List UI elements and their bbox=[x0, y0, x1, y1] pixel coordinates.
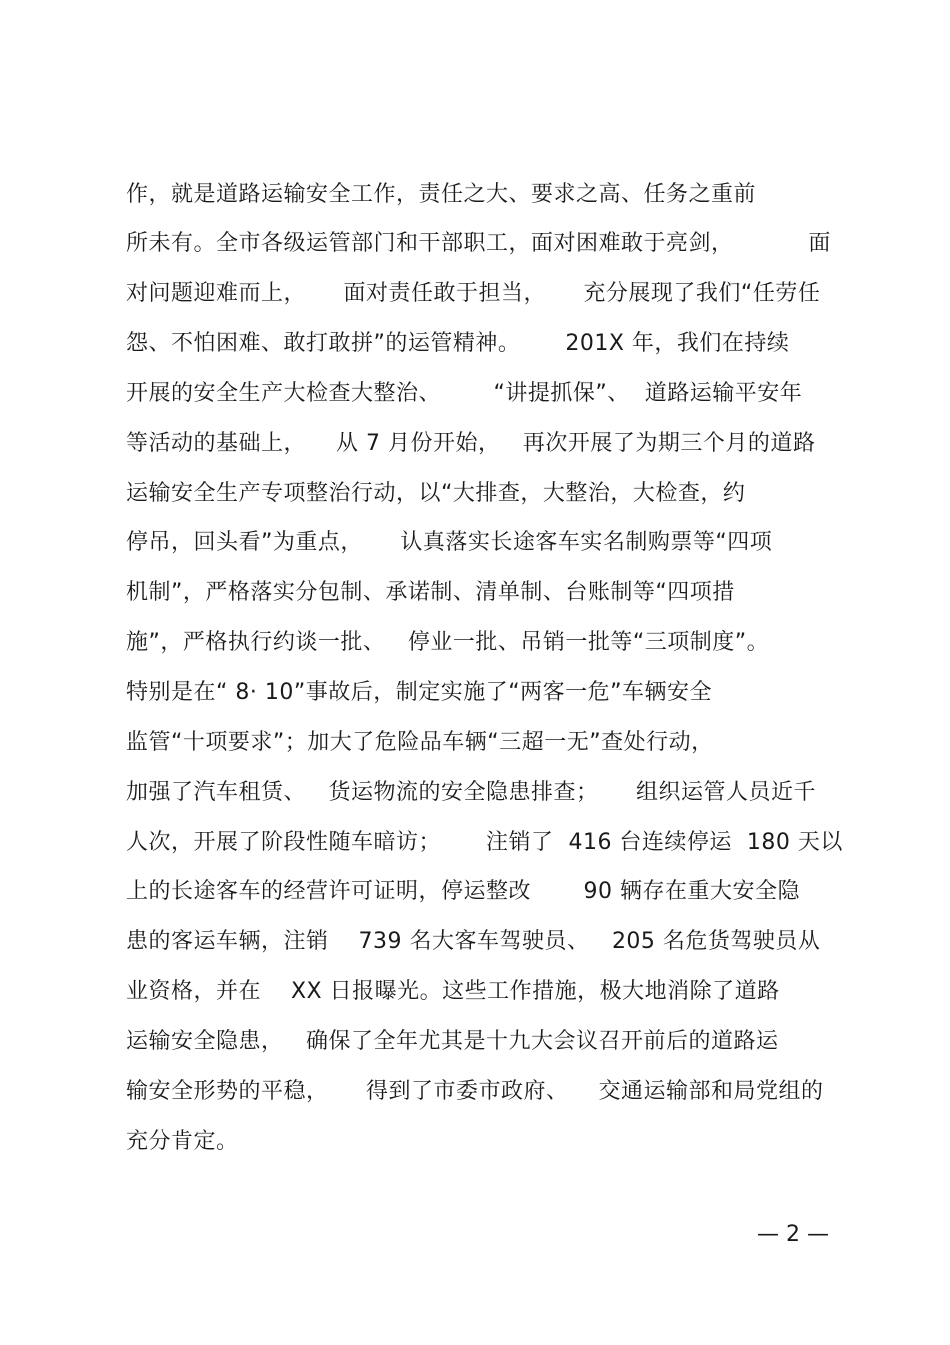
body-line: 输安全形势的平稳， 得到了市委市政府、 交通运输部和局党组的 bbox=[126, 1079, 824, 1104]
body-line: 上的长途客车的经营许可证明，停运整改 90 辆存在重大安全隐 bbox=[126, 879, 800, 904]
body-line: 充分肯定。 bbox=[126, 1129, 239, 1154]
body-line: 对问题迎难而上， 面对责任敢于担当， 充分展现了我们“任劳任 bbox=[126, 281, 821, 306]
body-line: 运输安全生产专项整治行动，以“大排查，大整治，大检查，约 bbox=[126, 481, 746, 506]
page-number: — 2 — bbox=[757, 1222, 829, 1247]
body-line: 怨、不怕困难、敢打敢拼”的运管精神。 201X 年，我们在持续 bbox=[126, 331, 790, 356]
body-line: 停吊，回头看”为重点， 认真落实长途客车实名制购票等“四项 bbox=[126, 530, 773, 555]
body-line: 所未有。全市各级运管部门和干部职工，面对困难敢于亮剑， 面 bbox=[126, 231, 831, 256]
body-line: 加强了汽车租赁、 货运物流的安全隐患排查； 组织运管人员近千 bbox=[126, 780, 816, 805]
body-line: 运输安全隐患， 确保了全年尤其是十九大会议召开前后的道路运 bbox=[126, 1029, 779, 1054]
body-line: 特别是在“ 8· 10”事故后，制定实施了“两客一危”车辆安全 bbox=[126, 680, 713, 705]
body-line: 患的客运车辆，注销 739 名大客车驾驶员、 205 名危货驾驶员从 bbox=[126, 929, 821, 954]
body-line: 监管“十项要求”；加大了危险品车辆“三超一无”查处行动， bbox=[126, 730, 714, 755]
body-line: 机制”，严格落实分包制、承诺制、清单制、台账制等“四项措 bbox=[126, 580, 735, 605]
body-line: 开展的安全生产大检查大整治、 “讲提抓保”、 道路运输平安年 bbox=[126, 381, 803, 406]
body-line: 业资格，并在 XX 日报曝光。这些工作措施，极大地消除了道路 bbox=[126, 979, 780, 1004]
body-line: 作，就是道路运输安全工作，责任之大、要求之高、任务之重前 bbox=[126, 182, 757, 207]
body-line: 等活动的基础上， 从 7 月份开始， 再次开展了为期三个月的道路 bbox=[126, 431, 816, 456]
body-line: 人次，开展了阶段性随车暗访； 注销了 416 台连续停运 180 天以 bbox=[126, 830, 843, 855]
body-line: 施”，严格执行约谈一批、 停业一批、吊销一批等“三项制度”。 bbox=[126, 630, 770, 655]
